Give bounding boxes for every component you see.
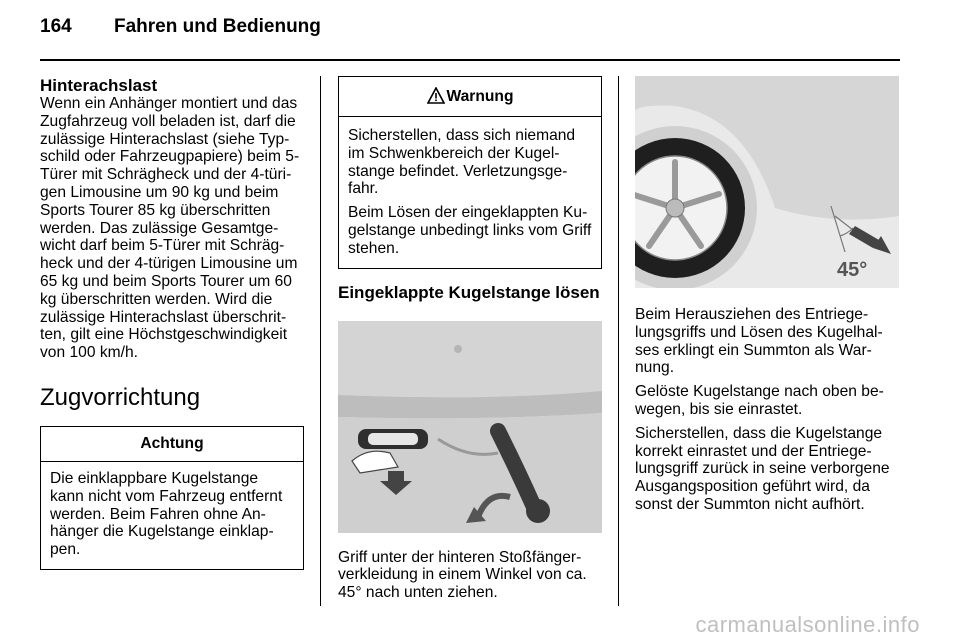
col3-paragraph-2: Gelöste Kugelstange nach oben be-wegen, bis sie einrastet. [635,383,884,418]
page-number: 164 [40,16,72,37]
rear-axle-load-paragraph: Wenn ein Anhänger montiert und das Zugfahrzeug voll beladen ist, darf die zulässige Hinterachslast (siehe Typ-schild oder Fahrzeugpapiere) beim 5-Türer mit Schrägheck und der 4-türi-gen Limousine um 90 kg und beim Sports Tourer 85 kg überschritten werden. Das zulässige Gesamtge-wicht darf beim 5-Türer mit Schräg-heck und der 4-türigen Limousine um 65 kg und beim Sports Tourer um 60 kg überschritten werden. Wird die zulässige Hinterachslast überschrit-ten, gilt eine Höchstgeschwindigkeit von 100 km/h. [40,95,300,362]
section-heading-unfold-towbar: Eingeklappte Kugelstange lösen [338,282,600,302]
warning-header [339,77,601,117]
column-divider-1 [320,76,321,606]
watermark: carmanualsonline.info [695,612,920,637]
column-3 [635,76,901,514]
column-1 [40,76,304,570]
section-heading-rear-axle-load: Hinterachslast [40,76,158,95]
warning-box [338,76,602,269]
col3-paragraph-3: Sicherstellen, dass die Kugelstange korrekt einrastet und der Entriege-lungsgriff zurück in seine verborgene Ausgangsposition geführt wird, da sonst der Summton nicht aufhört. [635,424,890,513]
column-2 [338,76,602,602]
notice-title: Achtung [140,434,204,452]
angle-label: 45° [837,259,868,281]
warning-text-1: Sicherstellen, dass sich niemand im Schwenkbereich der Kugel-stange befindet. Verletzungsge-fahr. [348,127,576,198]
notice-text: Die einklappbare Kugelstange kann nicht vom Fahrzeug entfernt werden. Beim Fahren ohne An-hänger die Kugelstange einklap-pen. [50,469,283,559]
figure-caption: Griff unter der hinteren Stoßfänger-verkleidung in einem Winkel von ca. 45° nach unten ziehen. [338,548,587,602]
header-rule [40,59,900,61]
section-title-towing: Zugvorrichtung [40,383,201,411]
warning-text-2: Beim Lösen der eingeklappten Ku-gelstange unbedingt links vom Griff stehen. [348,204,592,257]
notice-box [40,426,304,570]
page-header [40,16,321,38]
chapter-title: Fahren und Bedienung [114,16,321,37]
column-divider-2 [618,76,619,606]
warning-title: Warnung [446,88,514,105]
warning-triangle-icon [427,80,445,120]
col3-paragraph-1: Beim Herausziehen des Entriege-lungsgriffs und Lösen des Kugelhal-ses erklingt ein Summton als War-nung. [635,306,883,377]
figure-release-handle [338,321,602,533]
figure-pull-angle [635,76,899,288]
